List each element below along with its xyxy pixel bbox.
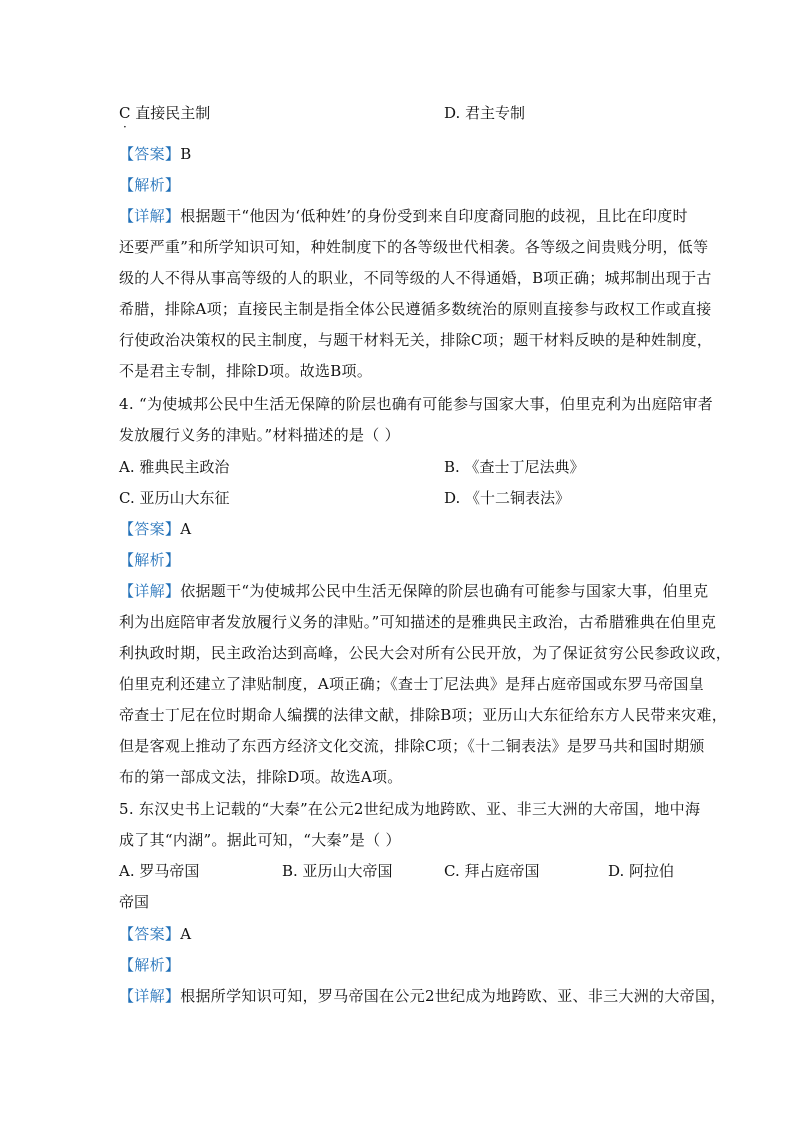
q3-answer (119, 144, 679, 164)
detail-tag: 【详解】 (119, 207, 181, 225)
detail-tag: 【详解】 (119, 987, 181, 1005)
answer-value: A (180, 925, 192, 943)
q4-stem-line: 发放履行义务的津贴。”材料描述的是（ ） (119, 426, 400, 444)
detail-tag: 【详解】 (119, 582, 181, 600)
q5-option-d-continued: 帝国 (119, 893, 150, 911)
q5-option-b: B. 亚历山大帝国 (282, 862, 393, 880)
explanation-text: 根据题干“他因为‘低种姓’的身份受到来自印度裔同胞的歧视，且比在印度时 (180, 207, 688, 225)
answer-tag: 【答案】 (119, 520, 181, 538)
answer-value: A (180, 520, 192, 538)
q4-analysis-tag: 【解析】 (119, 551, 181, 569)
answer-tag: 【答案】 (119, 925, 181, 943)
q5-option-c: C. 拜占庭帝国 (444, 862, 540, 880)
explanation-text: 依据题干“为使城邦公民中生活无保障的阶层也确有可能参与国家大事，伯里克 (180, 582, 709, 600)
q4-option-a: A. 雅典民主政治 (119, 458, 230, 476)
q3-explanation-line: 希腊，排除A项；直接民主制是指全体公民遵循多数统治的原则直接参与政权工作或直接 (119, 300, 712, 318)
q4-explanation-line: 帝查士丁尼在位时期命人编撰的法律文献，排除B项；亚历山大东征给东方人民带来灾难， (119, 706, 728, 724)
q4-answer (119, 519, 679, 539)
q3-analysis-tag: 【解析】 (119, 176, 181, 194)
q4-option-b: B. 《查士丁尼法典》 (444, 458, 585, 476)
q4-option-d: D. 《十二铜表法》 (444, 489, 571, 507)
q4-option-c: C. 亚历山大东征 (119, 489, 230, 507)
answer-tag: 【答案】 (119, 145, 181, 163)
q5-analysis-tag: 【解析】 (119, 956, 181, 974)
q4-explanation-line: 伯里克利还建立了津贴制度，A项正确；《查士丁尼法典》是拜占庭帝国或东罗马帝国皇 (119, 675, 705, 693)
q5-stem-line: 成了其“内湖”。据此可知，“大秦”是（ ） (119, 831, 401, 849)
explanation-text: 根据所学知识可知，罗马帝国在公元2世纪成为地跨欧、亚、非三大洲的大帝国， (180, 987, 726, 1005)
q5-explanation-line (119, 986, 726, 1006)
q4-stem-line: 4. “为使城邦公民中生活无保障的阶层也确有可能参与国家大事，伯里克利为出庭陪审者 (119, 395, 714, 413)
answer-value: B (180, 145, 192, 163)
q5-option-d: D. 阿拉伯 (608, 862, 675, 880)
q5-stem-line: 5. 东汉史书上记载的“大秦”在公元2世纪成为地跨欧、亚、非三大洲的大帝国，地中海 (119, 800, 701, 818)
q3-option-d: D. 君主专制 (444, 104, 526, 122)
q5-answer (119, 924, 679, 944)
q4-explanation-line: 利为出庭陪审者发放履行义务的津贴。”可知描述的是雅典民主政治，古希腊雅典在伯里克 (119, 613, 717, 631)
q5-option-a: A. 罗马帝国 (119, 862, 200, 880)
q3-explanation-line: 级的人不得从事高等级的人的职业，不同等级的人不得通婚，B项正确；城邦制出现于古 (119, 269, 712, 287)
q3-option-c: C 直接民主制 (119, 104, 211, 122)
q3-option-c-dot: · (123, 120, 127, 134)
q3-explanation-line: 不是君主专制，排除D项。故选B项。 (119, 362, 373, 380)
q4-explanation-line: 布的第一部成文法，排除D项。故选A项。 (119, 768, 403, 786)
q4-explanation-line: 利执政时期，民主政治达到高峰，公民大会对所有公民开放，为了保证贫穷公民参政议政， (119, 644, 732, 662)
q3-explanation-line: 还要严重”和所学知识可知，种姓制度下的各等级世代相袭。各等级之间贵贱分明，低等 (119, 238, 709, 256)
q4-explanation-line (119, 581, 709, 601)
q3-explanation-line: 行使政治决策权的民主制度，与题干材料无关，排除C项；题干材料反映的是种姓制度， (119, 331, 713, 349)
q4-explanation-line: 但是客观上推动了东西方经济文化交流，排除C项；《十二铜表法》是罗马共和国时期颁 (119, 737, 705, 755)
q3-explanation-line (119, 206, 688, 226)
